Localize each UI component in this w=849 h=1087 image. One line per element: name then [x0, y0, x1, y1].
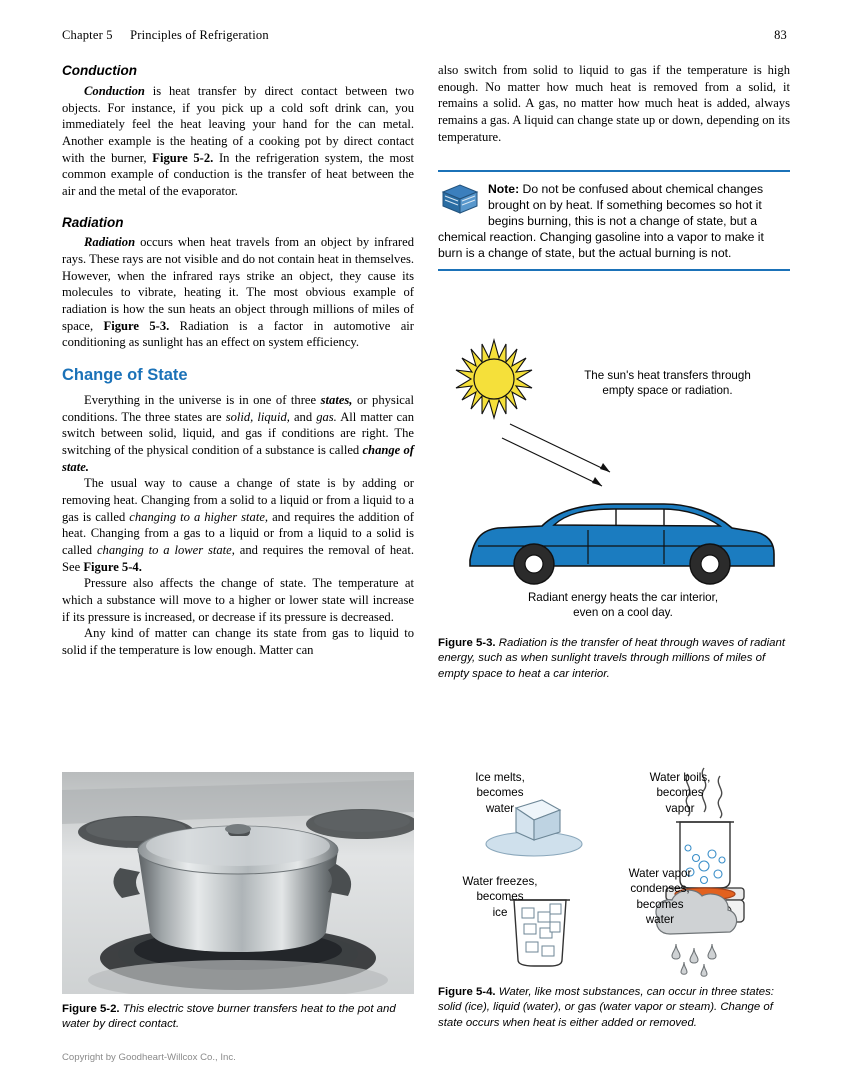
paragraph-conduction: [62, 83, 414, 200]
running-head: [62, 28, 787, 43]
figure-5-3-caption: [438, 636, 790, 682]
term-gas: gas.: [316, 409, 337, 424]
figure-5-3-sun-label: The sun's heat transfers through empty space or radiation.: [584, 369, 751, 398]
heading-conduction: Conduction: [62, 63, 137, 78]
term-radiation: Radiation: [84, 235, 136, 250]
heading-change-of-state: Change of State: [62, 366, 188, 385]
figure-ref-5-2: Figure 5-2.: [152, 150, 214, 165]
note-body: Do not be confused about chemical changes brought on by heat. If something becomes so hot it begins burning, this is not a change of state, but a chemical reaction. Changing gasoline into a vapor to make it burn is a change of state, but the actual burning is not.: [438, 182, 764, 261]
paragraph-continued: also switch from solid to liquid to gas if the temperature is high enough. No matter how much heat is removed from a solid, it remains a solid. A gas, no matter how much heat is added, always remains a gas. A liquid can change state up or down, depending on its temperature.: [438, 63, 790, 144]
left-column: [62, 62, 414, 659]
note-book-icon: [440, 182, 480, 216]
sun-icon: [456, 340, 532, 418]
figure-5-4-caption: [438, 985, 790, 1031]
term-lower-state: changing to a lower state: [96, 543, 232, 558]
paragraph-cos-3: Pressure also affects the change of state. The temperature at which a substance will move to a higher or lower state will increase if its pressure is increased, or decrease if its pressure is decreased.: [62, 576, 414, 624]
figure-5-4-illustration: [438, 762, 790, 977]
figure-ref-5-4: Figure 5-4.: [83, 559, 142, 574]
car-illustration: [470, 504, 774, 584]
note-text: [438, 181, 790, 261]
label-water-freezes: Water freezes, becomes ice: [462, 875, 538, 919]
heading-radiation: Radiation: [62, 214, 124, 230]
paragraph-radiation-tail: Radiation is a factor in automotive air conditioning as sunlight has an effect on system efficiency.: [62, 318, 415, 350]
term-change-of-state: change of state.: [62, 443, 414, 474]
paragraph-cos-2: [62, 475, 414, 575]
cos2-b: and requires the addition of heat. Changing from a gas to a liquid or from a liquid to a solid is called: [62, 509, 414, 558]
figure-5-3-car-label: Radiant energy heats the car interior, even on a cool day.: [527, 591, 719, 620]
cos2-a: The usual way to cause a change of state is by adding or removing heat. Changing from a solid to a liquid or from a liquid to a gas is called: [62, 476, 414, 524]
figure-5-2-photo: [62, 772, 414, 994]
figure-5-3-caption-number: Figure 5-3.: [438, 637, 496, 649]
note-label: Note:: [488, 182, 520, 196]
term-higher-state: changing to a higher state,: [129, 509, 269, 524]
note-box: [438, 170, 790, 271]
label-vapor-condenses: Water vapor condenses, becomes water: [628, 867, 692, 926]
figure-ref-5-3: Figure 5-3.: [103, 318, 170, 333]
figure-5-4-caption-number: Figure 5-4.: [438, 986, 496, 998]
radiation-rays: [502, 424, 610, 486]
copyright-footer: Copyright by Goodheart-Willcox Co., Inc.: [62, 1052, 236, 1063]
cos1-c: and: [293, 409, 313, 424]
paragraph-radiation: [62, 234, 414, 351]
cos1-a: Everything in the universe is in one of three: [84, 393, 317, 408]
chapter-title: Principles of Refrigeration: [130, 28, 269, 42]
figure-5-4-caption-text: Water, like most substances, can occur in three states: solid (ice), liquid (water), or gas (water vapor or steam). Change of state occurs when heat is either added or removed.: [438, 986, 774, 1029]
figure-5-3-caption-text: Radiation is the transfer of heat through waves of radiant energy, such as when sunlight travels through millions of miles of empty space to heat a car interior.: [438, 637, 785, 680]
cos1-b: or physical conditions. The three states are: [62, 393, 414, 424]
cos1-d: All matter can switch between solid, liquid, and gas if conditions are right. The switching of the physical condition of a substance is called: [62, 409, 414, 458]
chapter-label: Chapter 5: [62, 28, 113, 42]
figure-5-3-illustration: [438, 332, 790, 622]
term-conduction: Conduction: [84, 83, 145, 98]
paragraph-conduction-text: is heat transfer by direct contact between two objects. For instance, if you pick up a cold soft drink can, you immediately feel the heat leaving your hand for the can metal. Another example is the heating of a cooking pot by direct contact with the burner,: [62, 83, 414, 165]
paragraph-cos-1: [62, 392, 414, 475]
paragraph-conduction-tail: In the refrigeration system, the most common example of conduction is the transfer of heat between the air and the metal of the evaporator.: [62, 150, 414, 198]
cos2-c: , and requires the removal of heat. See: [62, 543, 415, 574]
label-water-boils: Water boils, becomes vapor: [649, 771, 711, 815]
term-solid-liquid: solid, liquid,: [225, 409, 290, 424]
figure-5-2-caption-text: This electric stove burner transfers heat to the pot and water by direct contact.: [62, 1003, 396, 1031]
stove-photo: [62, 772, 414, 994]
figure-5-2-caption: [62, 1002, 414, 1033]
figure-5-2-caption-number: Figure 5-2.: [62, 1003, 120, 1015]
paragraph-cos-4: Any kind of matter can change its state from gas to liquid to solid if the temperature is low enough. Matter can: [62, 626, 414, 658]
raindrops-icon: [672, 944, 716, 976]
page-number: 83: [774, 28, 787, 42]
label-ice-melts: Ice melts, becomes water: [475, 771, 525, 815]
term-states: states,: [320, 393, 353, 408]
paragraph-radiation-text: occurs when heat travels from an object by infrared rays. These rays are not visible and do not contain heat in themselves. However, when the infrared rays strike an object, they cause its molecules to vibrate, heating it. The most obvious example of radiation is how the sun heats an object through millions of miles of space,: [62, 235, 414, 333]
right-column: [438, 62, 790, 145]
